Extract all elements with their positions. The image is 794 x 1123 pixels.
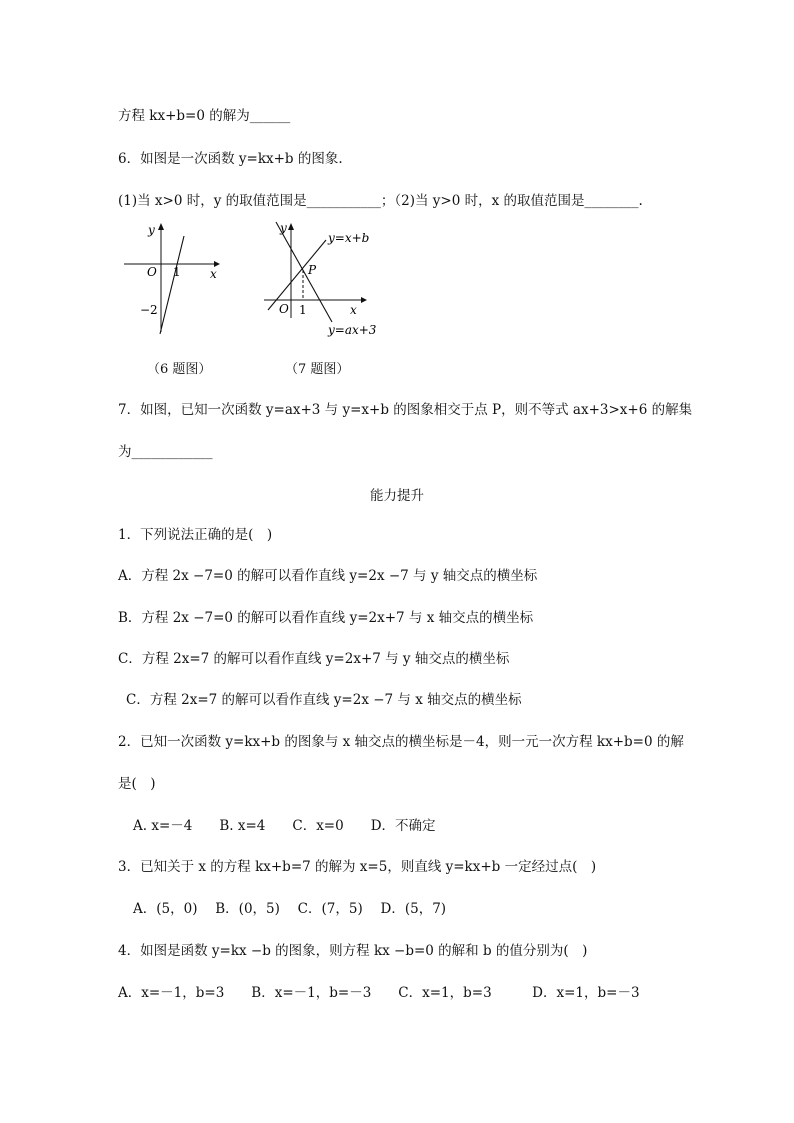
q6-stem: 6．如图是一次函数 y=kx+b 的图象.	[118, 151, 343, 167]
a4-options: A．x=－1，b=3 B．x=－1，b=－3 C．x=1，b=3 D．x=1，b=－3	[118, 985, 640, 1001]
fig7-x-arrow	[361, 297, 367, 303]
fig6-x-label: x	[210, 267, 217, 281]
fig6-caption: （6 题图）	[147, 362, 212, 377]
fig6-y-label: y	[148, 223, 155, 237]
a3-stem: 3．已知关于 x 的方程 kx+b=7 的解为 x=5，则直线 y=kx+b 一定经过点( )	[118, 859, 597, 875]
a2-options: A. x=－4 B. x=4 C．x=0 D．不确定	[133, 818, 436, 834]
fig6-origin-label: O	[147, 265, 157, 279]
q5-tail-text: 方程 kx+b=0 的解为______	[118, 108, 291, 124]
a1-option-d: C．方程 2x=7 的解可以看作直线 y=2x −7 与 x 轴交点的横坐标	[126, 692, 522, 708]
a1-option-a: A．方程 2x −7=0 的解可以看作直线 y=2x −7 与 y 轴交点的横坐标	[118, 568, 538, 584]
fig7-origin-label: O	[279, 302, 289, 316]
a1-stem: 1．下列说法正确的是( )	[118, 527, 273, 543]
section-title: 能力提升	[370, 488, 424, 504]
fig6-y-arrow	[158, 223, 164, 230]
a1-option-c: C．方程 2x=7 的解可以看作直线 y=2x+7 与 y 轴交点的横坐标	[118, 651, 510, 667]
q6-parts: (1)当 x>0 时，y 的取值范围是___________；（2)当 y>0 时，x 的取值范围是________.	[118, 193, 643, 209]
figure-6-graph	[120, 220, 230, 338]
fig7-x-label: x	[350, 303, 357, 317]
fig7-line1-label: y=x+b	[328, 231, 370, 245]
fig7-line2-label: y=ax+3	[328, 323, 377, 337]
fig7-y-label: y	[280, 221, 287, 235]
fig6-line	[160, 236, 184, 334]
q7-stem: 7．如图，已知一次函数 y=ax+3 与 y=x+b 的图象相交于点 P，则不等式 ax+3>x+6 的解集	[118, 402, 693, 418]
fig7-point-p: P	[308, 263, 317, 277]
fig6-tick-x: 1	[173, 265, 181, 279]
a3-options: A．(5，0) B．(0，5) C．(7，5) D．(5，7)	[133, 901, 447, 917]
fig7-caption: （7 题图）	[285, 362, 350, 377]
q7-tail: 为____________	[118, 444, 213, 460]
fig6-tick-y: −2	[140, 303, 158, 317]
a4-stem: 4．如图是函数 y=kx −b 的图象，则方程 kx −b=0 的解和 b 的值分别为( )	[118, 943, 588, 959]
figure-7-graph	[262, 218, 402, 346]
a2-stem: 2．已知一次函数 y=kx+b 的图象与 x 轴交点的横坐标是－4，则一元一次方程 kx+b=0 的解	[118, 734, 684, 750]
a2-tail: 是( )	[118, 776, 156, 792]
a1-option-b: B．方程 2x −7=0 的解可以看作直线 y=2x+7 与 x 轴交点的横坐标	[118, 610, 534, 626]
fig7-tick-x: 1	[299, 303, 307, 317]
fig7-y-arrow	[288, 223, 294, 230]
